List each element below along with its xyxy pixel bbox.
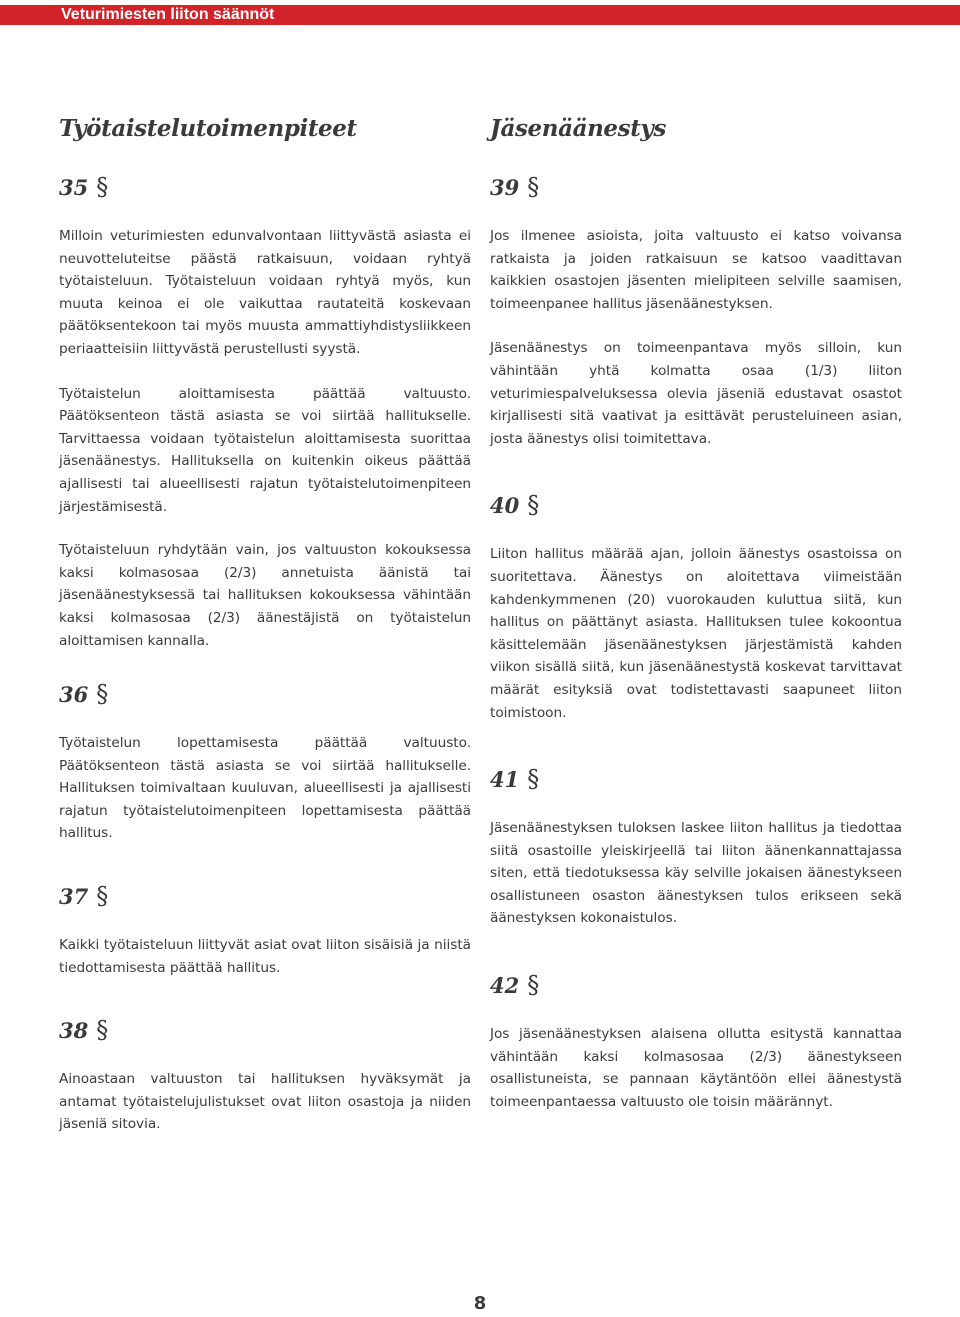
section-36-number: 36 §	[59, 680, 109, 709]
section-41-paragraph-1: Jäsenäänestyksen tuloksen laskee liiton hallitus ja tiedottaa siitä osastoille yleiskirjeellä tai liiton äänenkannattajassa siten, että tiedotuksessa käy selville jokaisen äänestykseen osallistuneen osaston äänestyksen tulos erikseen sekä äänestyksen kokonaistulos.	[490, 820, 902, 927]
section-35-paragraph-2: Työtaistelun aloittamisesta päättää valtuusto. Päätöksenteon tästä asiasta se voi siirtää hallitukselle. Tarvittaessa voidaan työtaistelun aloittamisesta suorittaa jäsenäänestys. Hallituksella on kuitenkin oikeus päättää ajallisesti tai alueellisesti rajatun työtaistelutoimenpiteen järjestämisestä.	[59, 385, 471, 515]
section-symbol-icon: §	[527, 173, 540, 201]
left-column	[59, 112, 471, 1136]
section-symbol-icon: §	[96, 680, 109, 709]
section-37-paragraph-1: Kaikki työtaisteluun liittyvät asiat ovat liiton sisäisiä ja niistä tiedottamisesta päättää hallitus.	[59, 937, 471, 976]
section-39-paragraph-2: Jäsenäänestys on toimeenpantava myös silloin, kun vähintään yhtä kolmatta osaa (1/3) liiton veturimiespalveluksessa olevia jäseniä edustavat osastot kirjallisesti sitä vaativat ja esittävät perusteluineen asian, josta äänestys olisi toimitettava.	[490, 340, 902, 447]
section-36-paragraph-1: Työtaistelun lopettamisesta päättää valtuusto. Päätöksenteon tästä asiasta se voi siirtää hallitukselle. Hallituksen toimivaltaan kuuluvan, alueellisesti ja ajallisesti rajatun työtaistelutoimenpiteen lopettamisesta päättää hallitus.	[59, 735, 471, 842]
section-symbol-icon: §	[527, 765, 540, 794]
document-title: Veturimiesten liiton säännöt	[61, 6, 275, 23]
section-symbol-icon: §	[527, 491, 540, 520]
section-37-number: 37 §	[59, 882, 109, 911]
section-38-paragraph-1: Ainoastaan valtuuston tai hallituksen hyväksymät ja antamat työtaistelujulistukset ovat liiton osastoja ja niiden jäseniä sitovia.	[59, 1071, 471, 1133]
section-symbol-icon: §	[96, 173, 109, 201]
section-42-number: 42 §	[490, 971, 540, 1000]
page-number: 8	[473, 1293, 487, 1314]
heading-jasenaanestys: Jäsenäänestys	[490, 115, 666, 142]
section-39-paragraph-1: Jos ilmenee asioista, joita valtuusto ei katso voivansa ratkaista ja joiden ratkaisuun se katsoo vaadittavan kaikkien osastojen jäsenten mielipiteen selville saamisen, toimeenpanee hallitus jäsenäänestyksen.	[490, 228, 902, 312]
section-42-paragraph-1: Jos jäsenäänestyksen alaisena ollutta esitystä kannattaa vähintään kaksi kolmasosaa (2/3) äänestykseen osallistuneista, se pannaan käytäntöön ellei äänestystä toimeenpantaessa valtuusto ole toisin määrännyt.	[490, 1026, 902, 1110]
section-40-number: 40 §	[490, 491, 540, 520]
section-39-number: 39 §	[490, 173, 540, 201]
section-symbol-icon: §	[96, 1016, 109, 1045]
heading-tyotaistelutoimenpiteet: Työtaistelutoimenpiteet	[59, 115, 357, 142]
section-35-paragraph-1: Milloin veturimiesten edunvalvontaan liittyvästä asiasta ei neuvotteluteitse päästä ratkaisuun, voidaan ryhtyä työtaisteluun. Työtaisteluun voidaan ryhtyä myös, kun muuta keinoa ei ole vaikuttaa rautateitä koskevaan päätöksentekoon tai myös muusta ammattiyhdistysliikkeen periaatteisiin liittyvästä perustellusti syystä.	[59, 228, 471, 357]
section-41-number: 41 §	[490, 765, 540, 794]
section-symbol-icon: §	[96, 882, 109, 911]
section-35-number: 35 §	[59, 173, 109, 201]
section-40-paragraph-1: Liiton hallitus määrää ajan, jolloin äänestys osastoissa on suoritettava. Äänestys on aloitettava viimeistään kahdenkymmenen (20) vuorokauden kuluttua siitä, kun hallitus on päättänyt asiasta. Hallituksen tulee kokoontua käsittelemään jäsenäänestyksen järjestämistä kahden viikon sisällä siitä, kun jäsenäänestystä koskevat tarvittavat määrät esityksiä ovat todistettavasti saapuneet liiton toimistoon.	[490, 546, 902, 721]
section-38-number: 38 §	[59, 1016, 109, 1045]
header-bar	[0, 5, 960, 25]
section-symbol-icon: §	[527, 971, 540, 1000]
right-column	[490, 112, 902, 1113]
section-35-paragraph-3: Työtaisteluun ryhdytään vain, jos valtuuston kokouksessa kaksi kolmasosaa (2/3) annetuista äänistä tai jäsenäänestyksessä tai hallituksen kokouksessa vähintään kaksi kolmasosaa (2/3) äänestäjistä on työtaistelun aloittamisen kannalla.	[59, 542, 471, 649]
